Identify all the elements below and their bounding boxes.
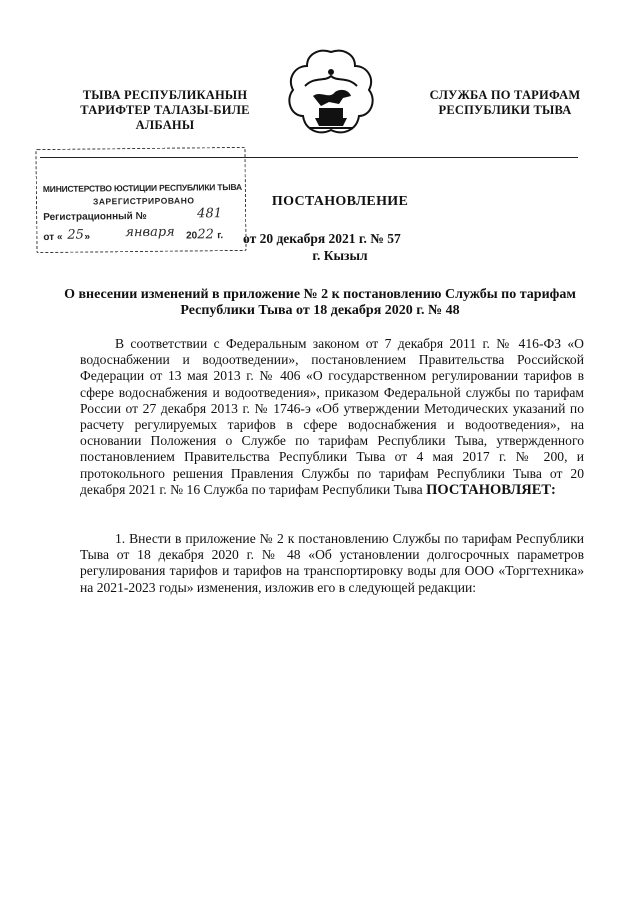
header-right-line: РЕСПУБЛИКИ ТЫВА <box>438 103 572 117</box>
stamp-date-end: г. <box>217 230 224 242</box>
stamp-month: января <box>125 224 175 241</box>
header-right-line: СЛУЖБА ПО ТАРИФАМ <box>429 88 581 102</box>
document-city: г. Кызыл <box>312 248 368 263</box>
document-title: ПОСТАНОВЛЕНИЕ <box>271 194 409 209</box>
header-left-line: ТАРИФТЕР ТАЛАЗЫ-БИЛЕ <box>80 103 250 117</box>
stamp-year: 22 <box>197 227 214 243</box>
tuva-emblem-icon <box>285 46 377 144</box>
body-paragraph-preamble <box>80 336 584 498</box>
document-date-number: от 20 декабря 2021 г. № 57 <box>243 231 401 246</box>
stamp-date-suffix: 20 <box>185 230 198 242</box>
stamp-date-prefix: от « <box>43 231 63 244</box>
stamp-reg-label: Регистрационный № <box>43 210 147 224</box>
resolves-keyword: ПОСТАНОВЛЯЕТ: <box>426 481 556 498</box>
stamp-ministry-line: МИНИСТЕРСТВО ЮСТИЦИИ РЕСПУБЛИКИ ТЫВА <box>42 181 242 195</box>
document-subject: О внесении изменений в приложение № 2 к постановлению Службы по тарифам Республики Тыва от 18 декабря 2020 г. № 48 <box>64 287 576 318</box>
header-right-org <box>410 88 600 118</box>
body-paragraph-item-1: 1. Внести в приложение № 2 к постановлению Службы по тарифам Республики Тыва от 18 декабря 2020 г. № 48 «Об установлении долгосрочных параметров регулирования тарифов и тарифов на транспортировку воды для ООО «Торгтехника» на 2021-2023 годы» изменения, изложив его в следующей редакции: <box>80 531 584 595</box>
header-left-line: АЛБАНЫ <box>135 118 195 132</box>
registration-stamp <box>35 147 246 253</box>
stamp-reg-number: 481 <box>197 206 223 222</box>
preamble-text: В соответствии с Федеральным законом от 7 декабря 2011 г. № 416-ФЗ «О водоснабжении и водоотведении», постановлением Правительства Российской Федерации от 13 мая 2013 г. № 406 «О государственном регулировании тарифов в сфере водоснабжения и водоотведения», приказом Федеральной службы по тарифам России от 27 декабря 2013 г. № 1746-э «Об утверждении Методических указаний по расчету регулируемых тарифов в сфере водоснабжения и водоотведения», на основании Положения о Службе по тарифам Республики Тыва, утвержденного постановлением Правительства Республики Тыва от 4 мая 2017 г. № 200, и протокольного решения Правления Службы по тарифам Республики Тыва от 20 декабря 2021 г. № 16 Служба по тарифам Республики Тыва <box>80 336 584 497</box>
header-left-line: ТЫВА РЕСПУБЛИКАНЫН <box>82 88 248 102</box>
stamp-date-mid: » <box>84 231 91 243</box>
header-left-org <box>70 88 260 133</box>
stamp-day: 25 <box>67 227 84 243</box>
stamp-registered-line: ЗАРЕГИСТРИРОВАНО <box>92 195 195 207</box>
